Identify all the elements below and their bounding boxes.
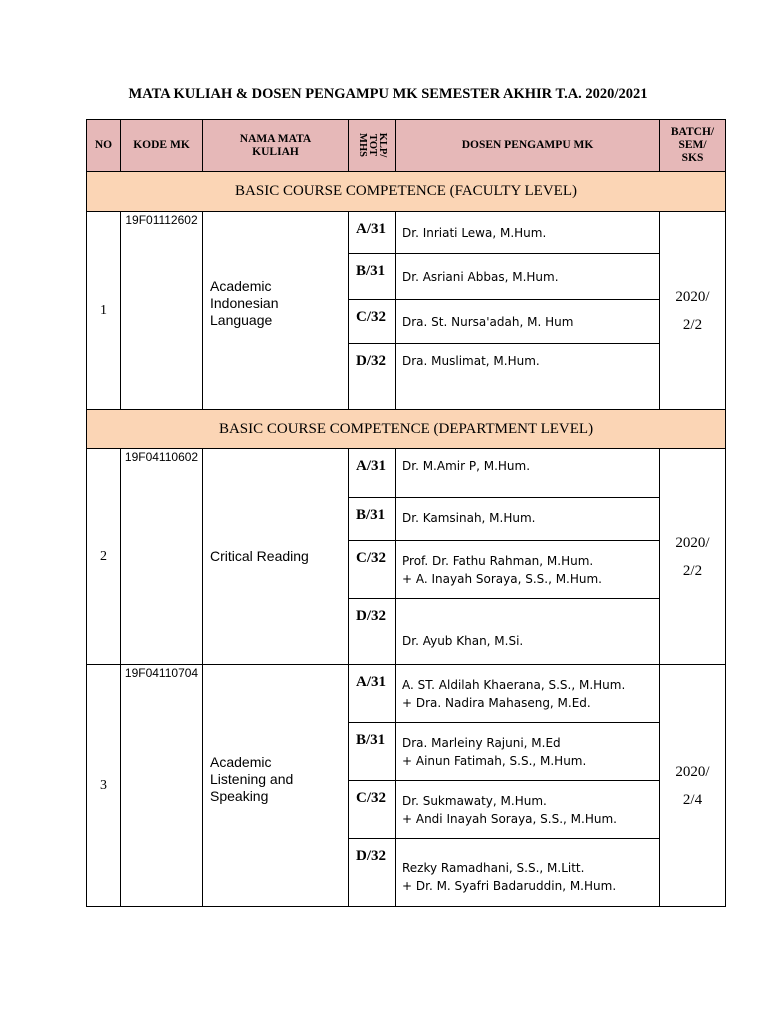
batch-sem-sks-value: 2/2 [682,316,703,333]
lecturer-cell [396,781,660,839]
section-row [87,410,726,449]
lecturer-name: Rezky Ramadhani, S.S., M.Litt. [402,860,585,875]
course-table [86,119,726,907]
lecturer-name: Dr. Asriani Abbas, M.Hum. [402,269,559,284]
group-class: C/32 [349,541,396,599]
section-label-department: BASIC COURSE COMPETENCE (DEPARTMENT LEVEL) [87,410,726,449]
group-class: C/32 [349,300,396,344]
course-name [203,449,349,665]
lecturer-cell [396,344,660,410]
page-title: MATA KULIAH & DOSEN PENGAMPU MK SEMESTER AKHIR T.A. 2020/2021 [128,86,648,102]
course-no: 1 [87,212,121,410]
course-name-text: Academic Indonesian Language [210,278,279,328]
group-class: B/31 [349,723,396,781]
lecturer-name: Dra. St. Nursa'adah, M. Hum [402,314,574,329]
header-kode-mk: KODE MK [121,120,203,172]
group-class: A/31 [349,665,396,723]
course-no: 2 [87,449,121,665]
header-klp-tot-mhs [349,120,396,172]
header-no: NO [87,120,121,172]
header-klp-label: KLP/ TOT MHS [357,132,388,158]
lecturer-name: Dra. Muslimat, M.Hum. [402,354,540,368]
group-class: C/32 [349,781,396,839]
lecturer-name: Dr. Kamsinah, M.Hum. [402,511,536,525]
lecturer-name: Prof. Dr. Fathu Rahman, M.Hum. [402,553,594,568]
course-name [203,665,349,907]
batch-year: 2020/ [675,534,710,551]
lecturer-cell [396,723,660,781]
table-row [87,665,726,723]
section-row [87,172,726,212]
header-dosen-pengampu: DOSEN PENGAMPU MK [396,120,660,172]
header-row [87,120,726,172]
lecturer-name: A. ST. Aldilah Khaerana, S.S., M.Hum. [402,677,626,692]
lecturer-name: + Andi Inayah Soraya, S.S., M.Hum. [402,811,617,826]
group-class: D/32 [349,839,396,907]
course-code: 19F04110602 [121,449,203,665]
lecturer-name: Dr. M.Amir P, M.Hum. [402,459,531,473]
lecturer-cell [396,665,660,723]
header-batch-sem-sks [660,120,726,172]
lecturer-name: + A. Inayah Soraya, S.S., M.Hum. [402,571,602,586]
lecturer-cell [396,212,660,254]
course-name [203,212,349,410]
table-row [87,212,726,254]
course-code: 19F01112602 [121,212,203,410]
batch-sem-sks-value: 2/2 [682,562,703,579]
course-name-text: Critical Reading [210,548,309,564]
lecturer-cell [396,839,660,907]
table-row [87,449,726,498]
lecturer-cell [396,254,660,300]
lecturer-cell [396,449,660,498]
lecturer-name: Dr. Sukmawaty, M.Hum. [402,793,547,808]
header-batch-label: BATCH/ SEM/ SKS [670,126,715,164]
section-label-faculty: BASIC COURSE COMPETENCE (FACULTY LEVEL) [87,172,726,212]
batch-sem-sks-value: 2/4 [682,791,703,808]
lecturer-name: Dr. Ayub Khan, M.Si. [402,634,524,648]
lecturer-name: Dra. Marleiny Rajuni, M.Ed [402,735,561,750]
lecturer-cell [396,300,660,344]
lecturer-cell [396,599,660,665]
lecturer-name: + Ainun Fatimah, S.S., M.Hum. [402,753,587,768]
course-code: 19F04110704 [121,665,203,907]
header-nama-mata-kuliah [203,120,349,172]
batch-year: 2020/ [675,763,710,780]
batch-sem-sks [660,212,726,410]
batch-sem-sks [660,449,726,665]
lecturer-cell [396,541,660,599]
group-class: D/32 [349,344,396,410]
group-class: A/31 [349,449,396,498]
lecturer-cell [396,498,660,541]
group-class: B/31 [349,498,396,541]
lecturer-name: Dr. Inriati Lewa, M.Hum. [402,225,547,240]
lecturer-name: + Dra. Nadira Mahaseng, M.Ed. [402,695,591,710]
group-class: A/31 [349,212,396,254]
batch-sem-sks [660,665,726,907]
group-class: B/31 [349,254,396,300]
batch-year: 2020/ [675,288,710,305]
group-class: D/32 [349,599,396,665]
course-no: 3 [87,665,121,907]
header-nama-label: NAMA MATA KULIAH [239,132,312,158]
lecturer-name: + Dr. M. Syafri Badaruddin, M.Hum. [402,878,617,893]
course-name-text: Academic Listening and Speaking [210,754,294,804]
